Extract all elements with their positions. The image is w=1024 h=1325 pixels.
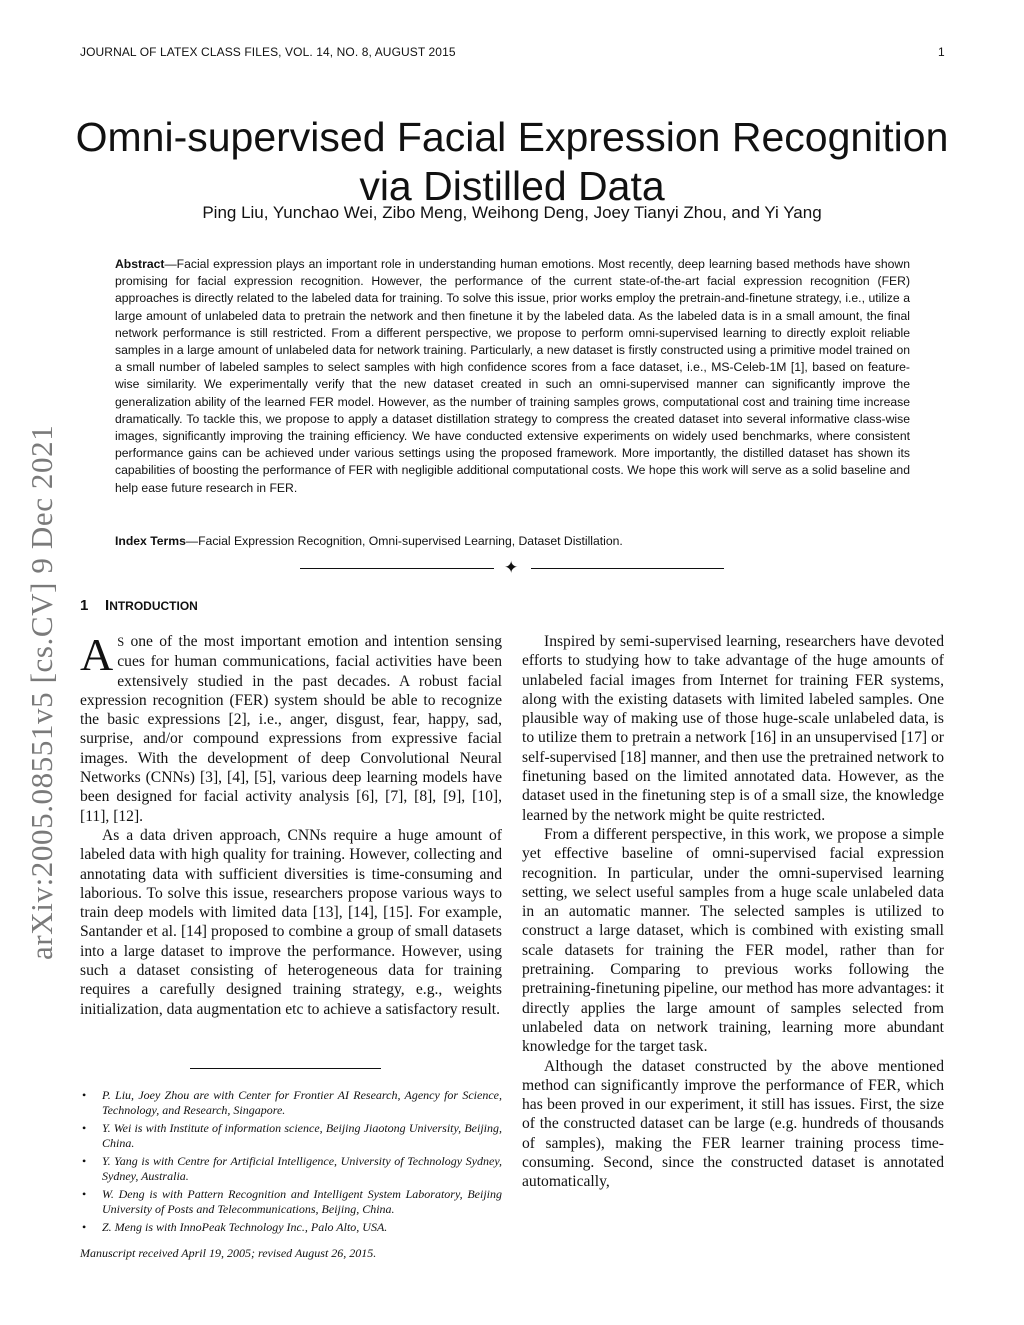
author-list: Ping Liu, Yunchao Wei, Zibo Meng, Weihong Deng, Joey Tianyi Zhou, and Yi Yang [202, 203, 822, 222]
bullet-icon: • [82, 1121, 87, 1135]
bullet-icon: • [82, 1088, 87, 1102]
footnote-item: • Y. Wei is with Institute of information science, Beijing Jiaotong University, Beijing, China. [82, 1121, 502, 1150]
smallcaps-letter: S [117, 635, 125, 649]
footnote-item: • P. Liu, Joey Zhou are with Center for Frontier AI Research, Agency for Science, Technology, and Research, Singapore. [82, 1088, 502, 1117]
index-terms-text: —Facial Expression Recognition, Omni-supervised Learning, Dataset Distillation. [185, 534, 623, 548]
divider-line-left [300, 568, 494, 569]
section-title-rest: NTRODUCTION [109, 599, 198, 613]
paper-title: Omni-supervised Facial Expression Recognition via Distilled Data [75, 114, 949, 210]
right-column [522, 632, 944, 1192]
bullet-icon: • [82, 1220, 87, 1234]
abstract-text: —Facial expression plays an important role in understanding human emotions. Most recently, deep learning based methods have shown promising for facial expression recognition. However, the performance of the current state-of-the-art facial expression recognition (FER) approaches is directly related to the labeled data for training. To solve this issue, prior works employ the pretrain-and-finetune strategy, i.e., utilize a large amount of unlabeled data to pretrain the network and then finetune it by the labeled data. As the labeled data is in a small amount, the final network performance is still restricted. From a different perspective, we propose to perform omni-supervised learning to directly exploit reliable samples in a large amount of unlabeled data for network training. Particularly, a new dataset is firstly constructed using a primitive model trained on a small number of labeled samples to select samples with high confidence scores from a face dataset, i.e., MS-Celeb-1M [1], based on feature-wise similarity. We experimentally verify that the new dataset created in such an omni-supervised manner can significantly improve the generalization ability of the learned FER model. However, as the number of training samples grows, computational cost and training time increase dramatically. To tackle this, we propose to apply a dataset distillation strategy to compress the created dataset into several informative class-wise images, significantly improving the training efficiency. We have conducted extensive experiments on widely used benchmarks, where consistent performance gains can be achieved under various settings using the proposed framework. More importantly, the distilled dataset has shown its capabilities of boosting the performance of FER with negligible additional computational costs. We hope this work will serve as a solid baseline and help ease future research in FER. [115, 257, 910, 495]
footnote-item: • Z. Meng is with InnoPeak Technology Inc., Palo Alto, USA. [82, 1220, 388, 1234]
paragraph-text: one of the most important emotion and intention sensing cues for human communications, facial activities have been extensively studied in the past decades. A robust facial expression recognition (FER) system should be able to recognize the basic expressions [2], i.e., anger, disgust, fear, happy, sad, surprise, and/or compound expressions from expressive facial images. With the development of deep Convolutional Neural Networks (CNNs) [3], [4], [5], various deep learning models have been designed for facial activity analysis [6], [7], [8], [9], [10], [11], [12]. [80, 633, 502, 825]
footnote-item: • Y. Yang is with Centre for Artificial Intelligence, University of Technology Sydney, Sydney, Australia. [82, 1154, 502, 1183]
divider-line-right [531, 568, 724, 569]
dropcap: A [80, 629, 114, 680]
section-number: 1 [80, 597, 89, 614]
footnote-rule [190, 1068, 381, 1069]
paragraph: From a different perspective, in this work, we propose a simple yet effective baseline of omni-supervised facial expression recognition. In particular, under the omni-supervised learning setting, we select useful samples from a huge scale unlabeled data in an automatic manner. The selected samples is utilized to construct a large dataset, which is combined with existing small scale datasets for training the FER model, rather than for pretraining. Comparing to previous works following the pretraining-finetuning pipeline, our method has more advantages: it directly applies the large amount of samples selected from unlabeled data on network training, learning more abundant knowledge for the target task. [522, 825, 944, 1056]
paragraph: As a data driven approach, CNNs require a huge amount of labeled data with high quality for training. However, collecting and annotating data with sufficient diversities is time-consuming and laborious. To solve this issue, researchers propose various ways to train deep models with limited data [13], [14], [15]. For example, Santander et al. [14] proposed to combine a group of small datasets into a large dataset to improve the performance. However, using such a dataset consisting of heterogeneous data for training requires a carefully designed training strategy, e.g., weights initialization, data augmentation etc to achieve a satisfactory result. [80, 826, 502, 1018]
section-divider [300, 558, 724, 577]
paragraph: Although the dataset constructed by the above mentioned method can significantly improve the performance of FER, which has been proved in our experiment, it still has issues. First, the size of the constructed dataset can be large (e.g. hundreds of thousands of samples), making the FER learner training process time-consuming. Second, since the constructed dataset is annotated automatically, [522, 1057, 944, 1191]
abstract-label: Abstract [115, 257, 165, 271]
index-terms-label: Index Terms [115, 534, 186, 548]
abstract [115, 256, 910, 497]
bullet-icon: • [82, 1187, 87, 1201]
page-number: 1 [938, 45, 945, 59]
bullet-icon: • [82, 1154, 87, 1168]
paragraph: Inspired by semi-supervised learning, researchers have devoted efforts to studying how to take advantage of the huge amounts of unlabeled facial images from Internet for training FER systems, along with the existing datasets with limited labeled samples. One plausible way of making use of those huge-scale unlabeled data, is to utilize them to pretrain a network [16] in an unsupervised [17] or self-supervised [18] manner, and then use the pretrained network to finetuning based on the limited annotated data. However, as the dataset used in the finetuning step is of a small size, the knowledge learned by the network might be quite restricted. [522, 633, 944, 824]
paragraph [80, 629, 502, 826]
manuscript-note: Manuscript received April 19, 2005; revised August 26, 2015. [80, 1246, 377, 1260]
footnotes [80, 1088, 502, 1261]
footnote-item: • W. Deng is with Pattern Recognition and Intelligent System Laboratory, Beijing University of Posts and Telecommunications, Beijing, China. [82, 1187, 502, 1216]
section-heading-introduction [80, 597, 198, 614]
divider-star-icon: ✦ [504, 558, 519, 577]
running-header: JOURNAL OF LATEX CLASS FILES, VOL. 14, NO. 8, AUGUST 2015 [80, 45, 456, 59]
arxiv-stamp: arXiv:2005.08551v5 [cs.CV] 9 Dec 2021 [24, 424, 59, 960]
left-column [80, 629, 502, 1019]
index-terms [115, 533, 910, 550]
section-title-first-letter: I [105, 597, 110, 614]
